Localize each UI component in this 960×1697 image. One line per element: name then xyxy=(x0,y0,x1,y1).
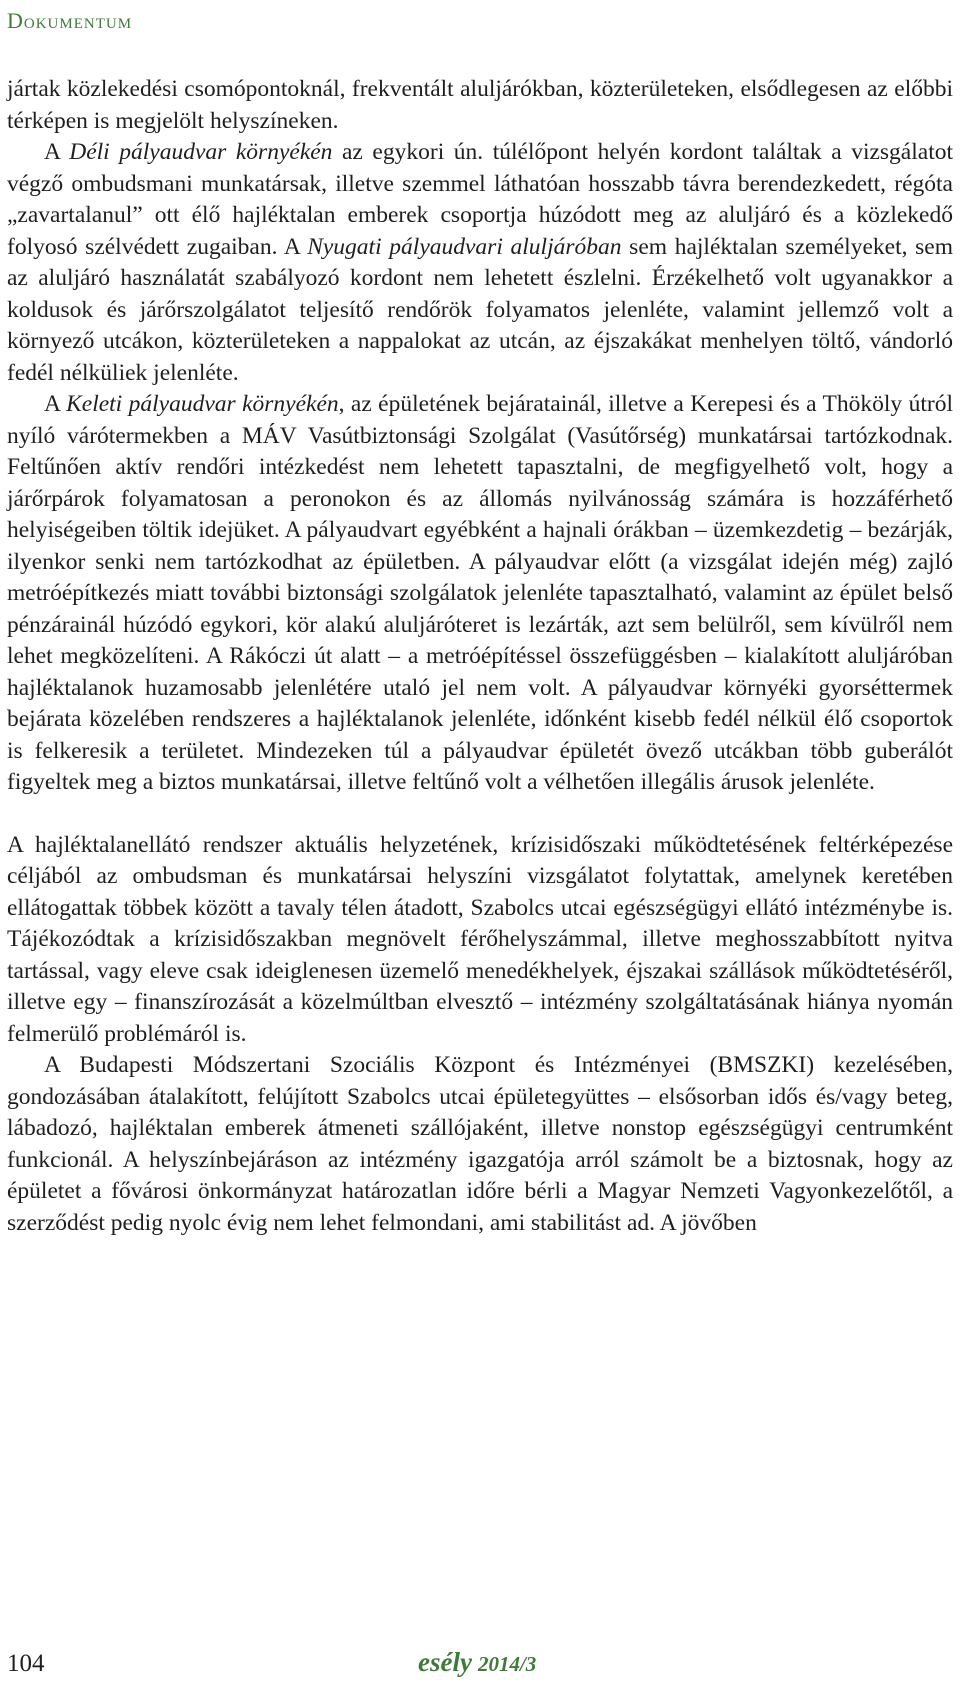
text-run: A xyxy=(44,139,70,165)
paragraph xyxy=(7,1050,953,1239)
text-run: A hajléktalanellátó rendszer aktuális helyzetének, krízisidőszaki működtetésének feltérképezése céljából az ombudsman és munkatársai helyszíni vizsgálatot folytattak, amelynek keretében ellátogattak többek között a tavaly télen átadott, Szabolcs utcai egészségügyi ellátó intézménybe is. Tájékozódtak a krízisidőszakban megnövelt férőhelyszámmal, illetve meghosszabbított nyitva tartással, vagy eleve csak ideiglenesen üzemelő menedékhelyek, éjszakai szállások működtetéséről, illetve egy – finanszírozását a közelmúltban elvesztő – intézmény szolgáltatásának hiánya nyomán felmerülő problémáról is. xyxy=(7,831,953,1047)
paragraph xyxy=(7,74,953,137)
running-head: Dokumentum xyxy=(7,8,133,33)
journal-footer xyxy=(418,1647,536,1678)
italic-phrase: Keleti pályaudvar környékén xyxy=(66,391,339,417)
text-run: , az épületének bejáratainál, illetve a Kerepesi és a Thököly útról nyíló várótermekben a MÁV Vasútbiztonsági Szolgálat (Vasútőrség) munkatársai tartózkodnak. Feltűnően aktív rendőri intézkedést nem lehetett tapasztalni, de megfigyelhető volt, hogy a járőrpárok folyamatosan a peronokon és az állomás nyilvánosság számára is hozzáférhető helyiségeiben töltik idejüket. A pályaudvart egyébként a hajnali órákban – üzemkezdetig – bezárják, ilyenkor senki nem tartózkodhat az épületben. A pályaudvar előtt (a vizsgálat idején még) zajló metróépítkezés miatt további biztonsági szolgálatok jelenléte tapasztalható, valamint az épület belső pénzárainál húzódó egykori, kör alakú aluljáróteret is lezárták, azt sem belülről, sem kívülről nem lehet megközelíteni. A Rákóczi út alatt – a metróépítéssel összefüggésben – kialakított aluljáróban hajléktalanok huzamosabb jelenlétére utaló jel nem volt. A pályaudvar környéki gyorséttermek bejárata közelében rendszeres a hajléktalanok jelenléte, időnként kisebb fedél nélkül élő csoportok is felkeresik a területet. Mindezeken túl a pályaudvar épületét övező utcákban több guberálót figyeltek meg a biztos munkatársai, illetve feltűnő volt a vélhetően illegális árusok jelenléte. xyxy=(7,391,953,795)
journal-name: esély xyxy=(418,1647,472,1677)
text-run: az egykori ún. túlélőpont helyén kordont találtak a vizsgálatot végző ombudsmani munkatársak, illetve szemmel láthatóan hosszabb távra berendezkedett, régóta „zavartalanul” ott élő hajléktalan emberek csoportja húzódott meg az aluljáró és a közlekedő folyosó szélvédett zugaiban. A xyxy=(7,139,953,260)
text-run: jártak közlekedési csomópontoknál, frekventált aluljárókban, közterületeken, elsődlegesen az előbbi térképen is megjelölt helyszíneken. xyxy=(7,76,953,134)
italic-phrase: Nyugati pályaudvari aluljáróban xyxy=(307,233,622,260)
body-text xyxy=(7,74,953,1239)
italic-phrase: Déli pályaudvar környékén xyxy=(69,139,333,165)
paragraph xyxy=(7,137,953,389)
paragraph xyxy=(7,830,953,1051)
text-run: A Budapesti Módszertani Szociális Központ és Intézményei (BMSZKI) kezelésében, gondozásában átalakított, felújított Szabolcs utcai épületegyüttes – elsősorban idős és/vagy beteg, lábadozó, hajléktalan emberek átmeneti szállójaként, illetve nonstop egészségügyi centrumként funkcionál. A helyszínbejáráson az intézmény igazgatója arról számolt be a biztosnak, hogy az épületet a fővárosi önkormányzat határozatlan időre bérli a Magyar Nemzeti Vagyonkezelőtől, a szerződést pedig nyolc évig nem lehet felmondani, ami stabilitást ad. A jövőben xyxy=(7,1052,953,1236)
text-run: sem hajléktalan személyeket, sem az aluljáró használatát szabályozó kordont nem lehetett észlelni. Érzékelhető volt ugyanakkor a koldusok és járőrszolgálatot teljesítő rendőrök folyamatos jelenléte, valamint jellemző volt a környező utcákon, közterületeken a nappalokat az utcán, az éjszakákat menhelyen töltő, vándorló fedél nélküliek jelenléte. xyxy=(7,233,953,386)
text-run: A xyxy=(44,391,67,417)
page-number: 104 xyxy=(7,1650,45,1677)
journal-issue: 2014/3 xyxy=(477,1652,537,1676)
paragraph xyxy=(7,389,953,799)
